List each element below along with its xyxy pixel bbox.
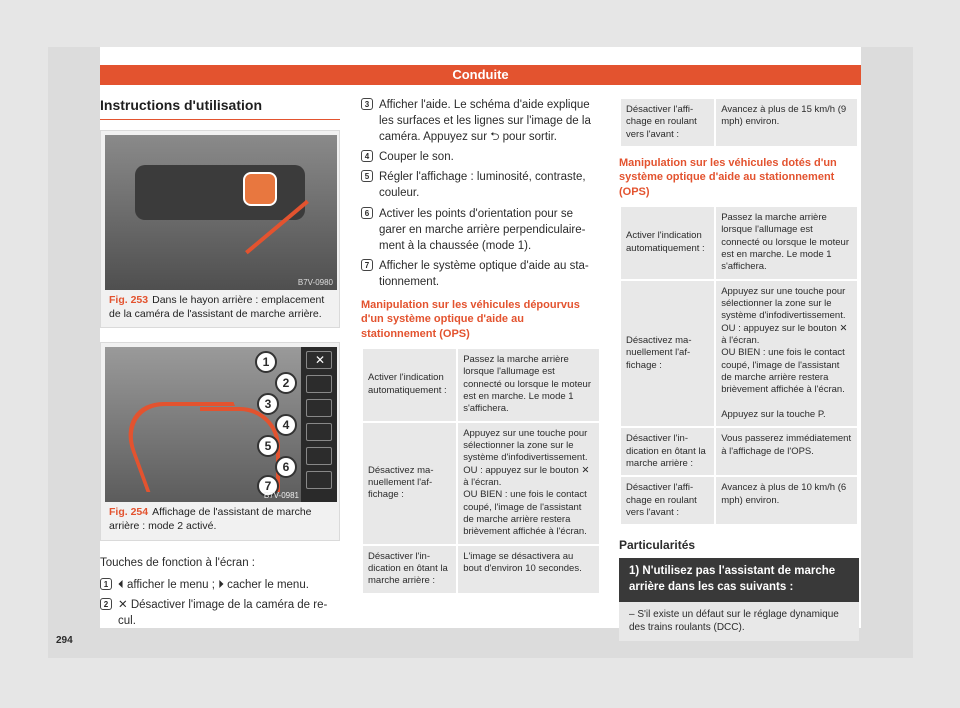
rear-camera-display-image [105, 347, 337, 502]
figure-253 [100, 130, 340, 328]
help-icon[interactable] [306, 375, 332, 393]
chapter-header: Conduite [100, 65, 861, 85]
brightness-icon[interactable] [306, 423, 332, 441]
right-margin [861, 47, 913, 658]
figure-caption [105, 502, 335, 535]
manual-page [48, 47, 913, 658]
mute-icon[interactable] [306, 399, 332, 417]
camera-highlight [243, 172, 277, 206]
step-4: 4 Couper le son. [361, 149, 601, 165]
function-keys-intro: Touches de fonction à l'écran : [100, 556, 255, 569]
step-2: 2 ✕ Désactiver l'image de la caméra de recul. [100, 597, 340, 629]
subheading-no-ops: Manipulation sur les véhicules dépourvus d'un système optique d'aide au stationnement (OPS) [361, 299, 580, 340]
callout-7: 7 [257, 475, 279, 497]
table-row: Désactivez manuellement l'affichage : Appuyez sur une touche pour sélectionner la zone sur le système d'infodivertissement. OU : appuyez sur le bouton ✕ à l'écran. OU BIEN : une fois le contact coupé, l'image de l'assistant de marche arrière restera brièvement affichée à l'écran. Appuyez sur la touche P. [620, 280, 858, 428]
image-code: B7V-0980 [297, 278, 333, 287]
callout-2: 2 [275, 372, 297, 394]
warning-title: 1) N'utilisez pas l'assistant de marche arrière dans les cas suivants : [619, 558, 859, 601]
forward-drive-table [619, 97, 859, 148]
column-1 [56, 97, 340, 646]
step-6: 6 Activer les points d'orientation pour se garer en marche arrière perpendiculairement à la chaussée (mode 1). [361, 206, 601, 254]
ops-icon[interactable] [306, 471, 332, 489]
left-margin [48, 47, 100, 658]
tailgate-camera-image [105, 135, 337, 290]
subheading-with-ops: Manipulation sur les véhicules dotés d'un système optique d'aide au stationnement (OPS) [619, 157, 837, 198]
close-icon[interactable]: ✕ [306, 351, 332, 369]
table-row: Désactiver l'affichage en roulant vers l'avant : Avancez à plus de 10 km/h (6 mph) environ. [620, 476, 858, 525]
ops-table [619, 205, 859, 527]
step-5: 5 Régler l'affichage : luminosité, contraste, couleur. [361, 169, 601, 201]
callout-4: 4 [275, 414, 297, 436]
table-row: Désactivez manuellement l'affichage : Appuyez sur une touche pour sélectionner la zone sur le système d'infodivertissement. OU : appuyez sur le bouton ✕ à l'écran. OU BIEN : une fois le contact coupé, l'image de l'assistant de marche arrière restera brièvement affichée à l'écran. [362, 422, 600, 545]
callout-1: 1 [255, 351, 277, 373]
callout-6: 6 [275, 456, 297, 478]
image-code: B7V-0981 [263, 491, 299, 501]
particularities-title: Particularités [619, 538, 696, 553]
figure-caption-text: Affichage de l'assistant de marche arrière : mode 2 activé. [109, 506, 312, 532]
warning-text: – S'il existe un défaut sur le réglage dynamique des trains roulants (DCC). [619, 602, 859, 641]
orientation-points-icon[interactable] [306, 447, 332, 465]
figure-caption-text: Dans le hayon arrière : emplacement de la caméra de l'assistant de marche arrière. [109, 294, 325, 320]
step-3: 3 Afficher l'aide. Le schéma d'aide explique les surfaces et les lignes sur l'image de la caméra. Appuyez sur ⮌ pour sortir. [361, 97, 601, 145]
figure-254 [100, 342, 340, 540]
figure-caption [105, 290, 335, 323]
no-ops-table [361, 347, 601, 595]
column-3 [619, 97, 859, 641]
tailgate-handle-recess [135, 165, 305, 220]
step-1: 1 ⏴ afficher le menu ; ⏵ cacher le menu. [100, 577, 340, 593]
column-2 [361, 97, 601, 595]
figure-label: Fig. 253 [109, 294, 149, 306]
figure-label: Fig. 254 [109, 506, 149, 519]
callout-3: 3 [257, 393, 279, 415]
page-number: 294 [56, 634, 73, 646]
callout-5: 5 [257, 435, 279, 457]
step-7: 7 Afficher le système optique d'aide au stationnement. [361, 258, 601, 290]
section-title: Instructions d'utilisation [100, 97, 340, 120]
table-row: Désactiver l'indication en ôtant la marche arrière : Vous passerez immédiatement à l'affichage de l'OPS. [620, 427, 858, 476]
table-row: Activer l'indication automatiquement : Passez la marche arrière lorsque l'allumage est connecté ou lorsque le moteur est en marche. Le mode 1 s'affichera. [620, 206, 858, 280]
table-row: Désactiver l'affichage en roulant vers l'avant : Avancez à plus de 15 km/h (9 mph) environ. [620, 98, 858, 147]
table-row: Désactiver l'indication en ôtant la marche arrière : L'image se désactivera au bout d'environ 10 secondes. [362, 545, 600, 594]
table-row: Activer l'indication automatiquement : Passez la marche arrière lorsque l'allumage est connecté ou lorsque le moteur est en marche. Le mode 1 s'affichera. [362, 348, 600, 422]
